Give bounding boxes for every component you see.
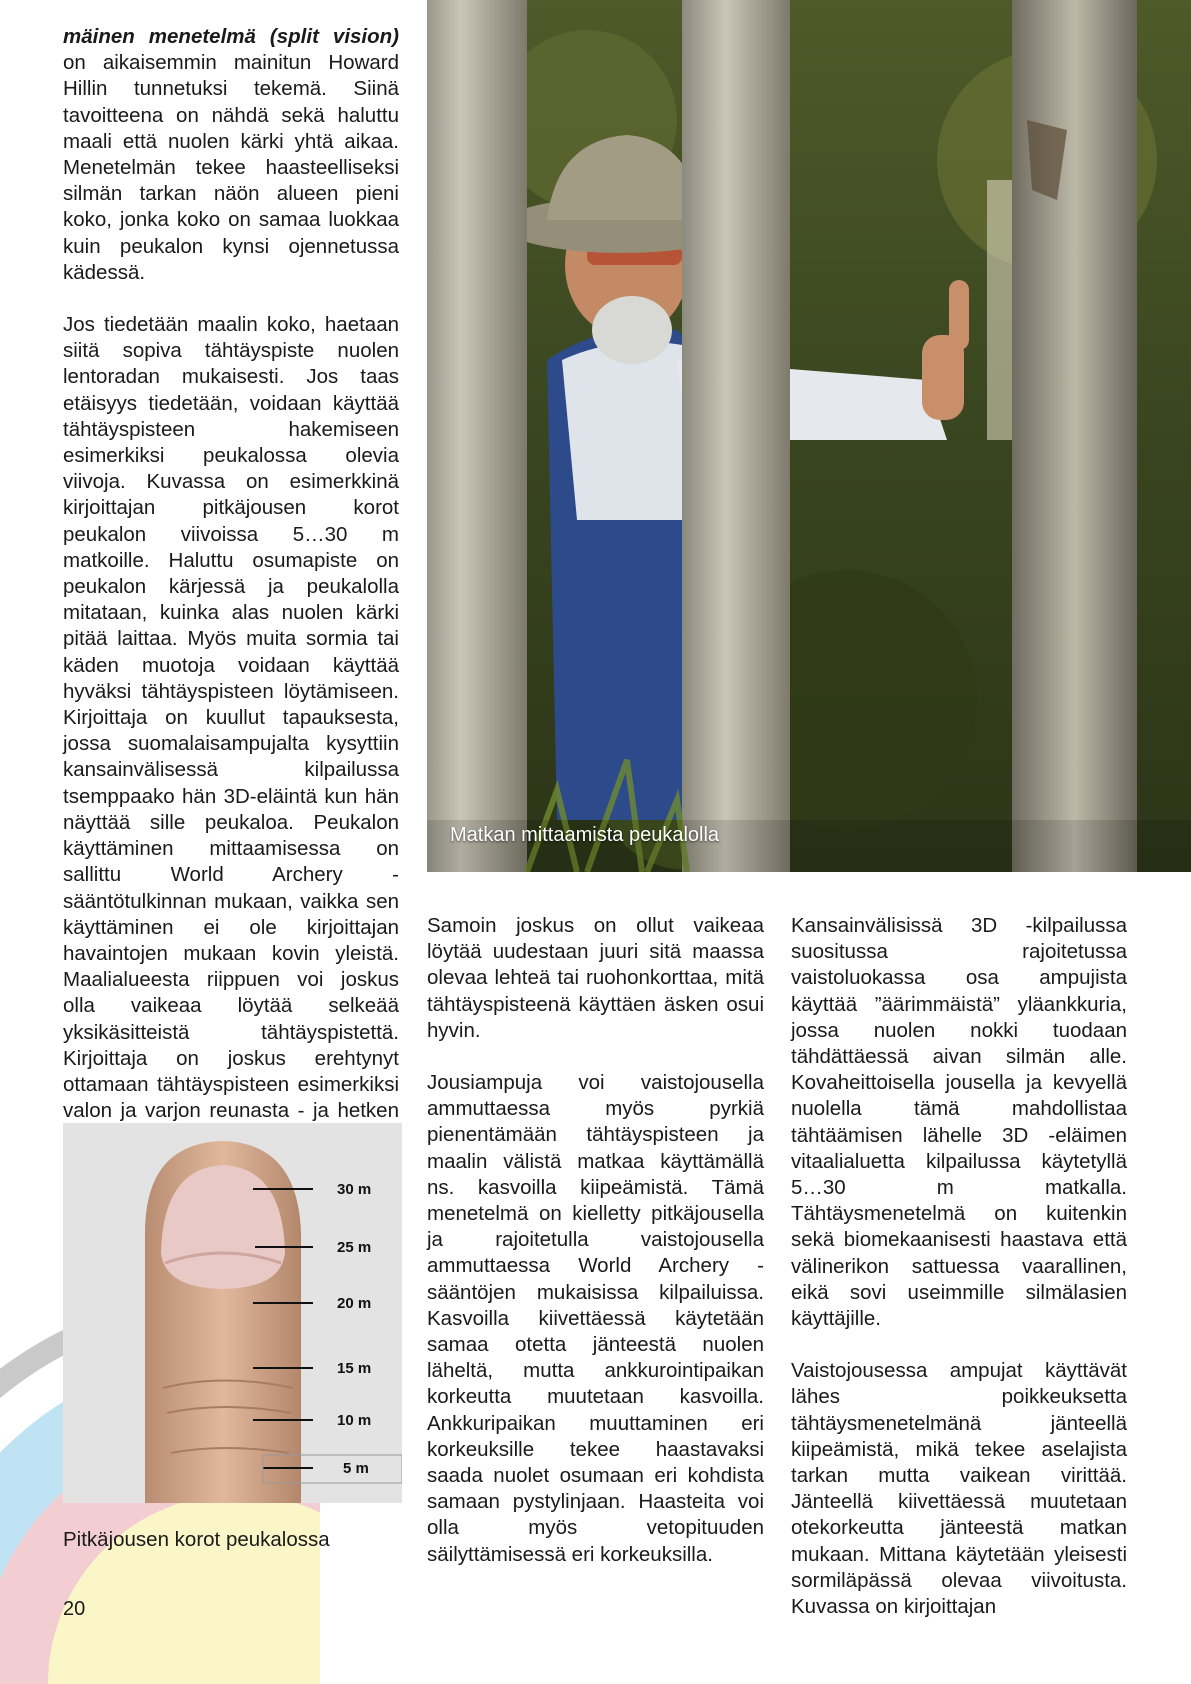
thumb-measurement-figure	[63, 1123, 402, 1503]
thumb-figure-caption: Pitkäjousen korot peukalossa	[63, 1528, 330, 1551]
mark-label-15: 15 m	[337, 1360, 372, 1377]
thumb-illustration	[63, 1123, 402, 1503]
middle-text-column	[427, 913, 764, 1568]
right-paragraph-2: Vaistojousessa ampujat käyttävät lähes poikkeuksetta tähtäysmenetelmänä jänteellä kiipeämistä, mikä tekee aselajista tarkan mutta vaikean virittää. Jänteellä kiivettäessä muutetaan otekorkeutta jänteestä matkan mukaan. Mittana käytetään yleisesti sormiläpässä olevaa viivoitusta. Kuvassa on kirjoittajan	[791, 1359, 1127, 1619]
left-paragraph-1	[63, 24, 399, 286]
left-text-column	[63, 24, 399, 1151]
left-paragraph-2: Jos tiedetään maalin koko, haetaan siitä sopiva tähtäyspiste nuolen lentoradan mukaisesti. Jos taas etäisyys tiedetään, voidaan käyttää tähtäyspisteen hakemiseen esimerkiksi peukalossa olevia viivoja. Kuvassa on esimerkkinä kirjoittajan pitkäjousen korot peukalon viivoissa 5…30 m matkoille. Haluttu osumapiste on peukalon kärjessä ja peukalolla mitataan, kuinka alas nuolen kärki pitää laittaa. Myös muita sormia tai käden muotoja voidaan käyttää hyväksi tähtäyspisteen löytämiseen. Kirjoittaja on kuullut tapauksesta, jossa suomalaisampujalta kysyttiin kansainvälisessä kilpailussa tsemppaako hän 3D-eläintä kun hän näyttää sille peukaloa. Peukalon käyttäminen mittaamisessa on sallittu World Archery -sääntötulkinnan mukaan, vaikka sen käyttäminen ei ole kirjoittajan havaintojen mukaan kovin yleistä. Maalialueesta riippuen voi joskus olla vaikeaa löytää selkeää yksikäsitteistä tähtäyspistettä. Kirjoittaja on joskus erehtynyt ottamaan tähtäyspisteen esimerkiksi valon ja varjon reunasta - ja hetken	[63, 313, 399, 1123]
mark-label-20: 20 m	[337, 1295, 372, 1312]
mark-label-5: 5 m	[343, 1460, 369, 1477]
page-number: 20	[63, 1598, 86, 1620]
mark-label-30: 30 m	[337, 1181, 372, 1198]
lead-emphasis: mäinen menetelmä (split vision)	[63, 25, 399, 48]
middle-paragraph-1: Samoin joskus on ollut vaikeaa löytää uudestaan juuri sitä maassa olevaa lehteä tai ruohonkorttaa, mitä tähtäyspisteenä käyttäen äsken osui hyvin.	[427, 914, 764, 1042]
left-paragraph-1-text: on aikaisemmin mainitun Howard Hillin tunnetuksi tekemä. Siinä tavoitteena on nähdä sekä haluttu maali että nuolen kärki yhtä aikaa. Menetelmän tekee haasteelliseksi silmän tarkan näön alueen pieni koko, jonka koko on samaa luokkaa kuin peukalon kynsi ojennetussa kädessä.	[63, 51, 399, 284]
mark-label-25: 25 m	[337, 1239, 372, 1256]
middle-paragraph-2: Jousiampuja voi vaistojousella ammuttaessa myös pyrkiä pienentämään tähtäyspisteen ja maalin välistä matkaa käyttämällä ns. kasvoilla kiipeämistä. Tämä menetelmä on kielletty pitkäjousella ja rajoitetulla vaistojousella ammuttaessa World Archery -sääntöjen mukaisissa kilpailuissa. Kasvoilla kiivettäessä käytetään samaa otetta jänteestä nuolen läheltä, mutta ankkurointipaikan korkeutta muutetaan kasvoilla. Ankkuripaikan muuttaminen eri korkeuksille tekee haastavaksi saada nuolet osumaan eri kohdista samaan pystylinjaan. Haasteita voi olla myös vetopituuden säilyttämisessä eri korkeuksilla.	[427, 1071, 764, 1566]
forest-archer-photo	[427, 0, 1191, 872]
right-paragraph-1: Kansainvälisissä 3D -kilpailussa suositussa rajoitetussa vaistoluokassa osa ampujista käyttää ”äärimmäistä” yläankkuria, jossa nuolen nokki tuodaan tähdättäessä aivan silmän alle. Kovaheittoisella jousella ja kevyellä nuolella tämä mahdollistaa tähtäämisen lähelle 3D -eläimen vitaalialuetta kilpailussa käytetyllä 5…30 m matkalla. Tähtäysmenetelmä on kuitenkin sekä biomekaanisesti haastava että välinerikon sattuessa vaarallinen, eikä sovi useimmille silmälasien käyttäjille.	[791, 914, 1127, 1331]
right-text-column	[791, 913, 1127, 1620]
mark-label-10: 10 m	[337, 1412, 372, 1429]
photo-caption: Matkan mittaamista peukalolla	[450, 824, 720, 846]
